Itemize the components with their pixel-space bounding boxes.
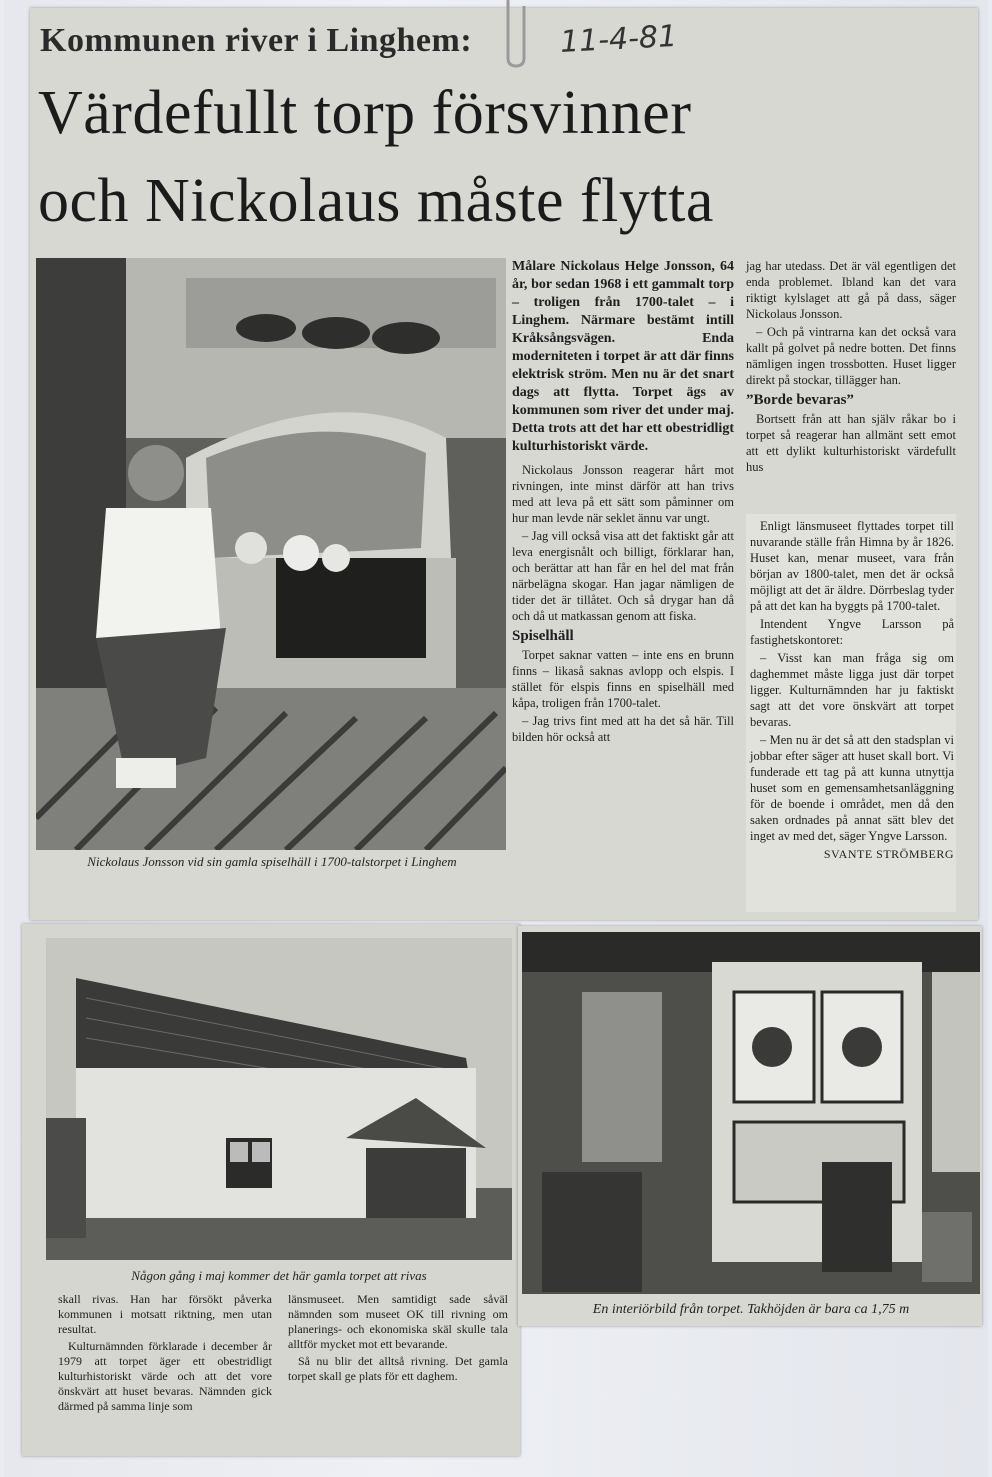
paragraph: Intendent Yngve Larsson på fastighetskontoret: xyxy=(750,617,954,647)
paragraph: skall rivas. Han har försökt påverka kommunen i motsatt riktning, men utan resultat. xyxy=(58,1292,272,1336)
house-photo-caption: Någon gång i maj kommer det här gamla torpet att rivas xyxy=(131,1268,427,1283)
house-photo xyxy=(46,938,512,1260)
kitchen-photo xyxy=(36,258,506,850)
paragraph: Kulturnämnden förklarade i december år 1979 att torpet äger ett obestridligt kulturhistoriskt värde och att det vore önskvärt att huset bevaras. Nämnden gick därmed på samma linje som xyxy=(58,1339,272,1413)
handwritten-date: 11-4-81 xyxy=(559,18,678,61)
paragraph: Nickolaus Jonsson reagerar hårt mot rivningen, inte minst därför att han trivs med att leva på ett sätt som påminner om hur man levde när seklet ännu var ungt. xyxy=(512,463,734,525)
paragraph: – Jag trivs fint med att ha det så här. Till bilden hör också att xyxy=(512,714,734,744)
interior-photo xyxy=(522,932,980,1294)
paragraph: – Och på vintrarna kan det också vara kallt på golvet på nedre botten. Det finns nämligen ingen trossbotten. Huset ligger direkt på stockar, tillägger han. xyxy=(746,325,956,387)
paragraph: – Visst kan man fråga sig om daghemmet måste ligga just där torpet ligger. Kulturnämnden har ju faktiskt sagt att det vore önskvärt att torpet bevaras. xyxy=(750,651,954,729)
scrapbook-page xyxy=(4,0,988,1477)
paragraph: länsmuseet. Men samtidigt sade såväl nämnden som museet OK till rivning om planerings- och ekonomiska skäl skulle tala alltför mycket mot ett bevarande. xyxy=(288,1292,508,1351)
kicker: Kommunen river i Linghem: xyxy=(40,22,473,59)
headline-line-1: Värdefullt torp försvinner xyxy=(38,79,692,147)
byline: SVANTE STRÖMBERG xyxy=(823,847,954,861)
paperclip-icon xyxy=(494,0,534,70)
paragraph: Bortsett från att han själv råkar bo i torpet så reagerar han allmänt sett emot att ett dylikt kulturhistoriskt värdefullt hus xyxy=(746,412,956,474)
bottom-column-a xyxy=(58,1292,272,1416)
subheading-spiselhall: Spiselhäll xyxy=(512,628,574,644)
paragraph: – Men nu är det så att den stadsplan vi jobbar efter säger att huset skall bort. Vi funderade ett tag på att kunna utnyttja huset som en gemensamhetsanläggning för de boende i området, men då den saken ordnades på annat sätt blev det inget av med det, säger Yngve Larsson. xyxy=(750,733,954,843)
article-column-3 xyxy=(750,518,954,862)
article-column-1 xyxy=(512,258,734,747)
article-column-2 xyxy=(746,258,956,477)
kitchen-photo-caption: Nickolaus Jonsson vid sin gamla spiselhäll i 1700-talstorpet i Linghem xyxy=(87,854,457,869)
paragraph: – Jag vill också visa att det faktiskt går att leva energisnålt och billigt, förklarar han, och berättar att han får en hel del mat från närbelägna skogar. Han jagar nämligen de tider det är tillåtet. Och så drygar han då och då ut matkassan genom att fiska. xyxy=(512,529,734,623)
headline-line-2: och Nickolaus måste flytta xyxy=(38,167,714,235)
lead-paragraph: Målare Nickolaus Helge Jonsson, 64 år, bor sedan 1968 i ett gammalt torp – troligen från 1700-talet – i Linghem. Närmare bestämt intill Kråksångsvägen. Enda moderniteten i torpet är att där finns elektrisk ström. Men nu är det snart dags att flytta. Torpet ägs av kommunen som river det under maj. Detta trots att det har ett obestridligt kulturhistoriskt värde. xyxy=(512,259,734,454)
paragraph: jag har utedass. Det är väl egentligen det enda problemet. Ibland kan det vara riktigt kylslaget att gå på dass, säger Nickolaus Jonsson. xyxy=(746,259,956,321)
paragraph: Så nu blir det alltså rivning. Det gamla torpet skall ge plats för ett daghem. xyxy=(288,1354,508,1383)
subheading-borde-bevaras: ”Borde bevaras” xyxy=(746,392,854,408)
interior-photo-caption: En interiörbild från torpet. Takhöjden är bara ca 1,75 m xyxy=(592,1302,910,1317)
paragraph: Enligt länsmuseet flyttades torpet till nuvarande ställe från Himna by år 1826. Huset kan, menar museet, vara från början av 1800-talet, men det är också möjligt att det är äldre. Dörrbeslag tyder på att det kan ha byggts på 1700-talet. xyxy=(750,519,954,613)
bottom-column-b xyxy=(288,1292,508,1386)
paragraph: Torpet saknar vatten – inte ens en brunn finns – likaså saknas avlopp och elspis. I stället för elspis finns en spiselhäll med kåpa, troligen från 1700-talet. xyxy=(512,648,734,710)
